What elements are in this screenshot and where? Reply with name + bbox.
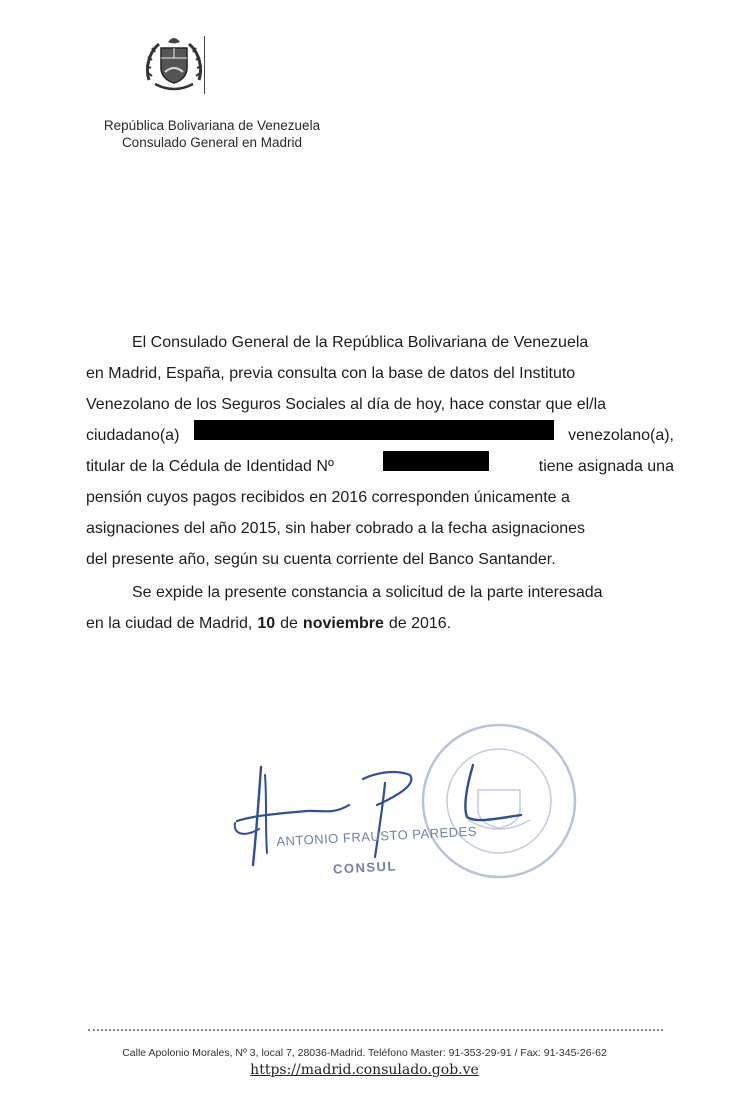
date-month: noviembre xyxy=(302,615,384,632)
redacted-name xyxy=(194,420,554,440)
redacted-id-number xyxy=(383,451,489,471)
text-line-content: asignaciones del año 2015, sin haber cobrado a la fecha asignaciones xyxy=(86,520,586,537)
text-line-content: Venezolano de los Seguros Sociales al día de hoy, hace constar que el/la xyxy=(86,396,607,413)
text-line xyxy=(86,327,674,358)
text-line-content: Se expide la presente constancia a solicitud de la parte interesada xyxy=(132,584,603,601)
date-year: de 2016. xyxy=(388,615,452,632)
paragraph-issuance xyxy=(86,577,674,639)
signature-mark xyxy=(225,745,530,875)
text-line xyxy=(86,544,674,575)
text-line xyxy=(86,513,674,544)
citizen-label: ciudadano(a) xyxy=(86,427,180,444)
footer-website-link[interactable]: https://madrid.consulado.gob.ve xyxy=(250,1062,479,1078)
text-line-content: en Madrid, España, previa consulta con la base de datos del Instituto xyxy=(86,365,576,382)
header-consulate: Consulado General en Madrid xyxy=(121,135,303,150)
text-line xyxy=(86,451,674,482)
consul-title-stamp: CONSUL xyxy=(332,858,398,877)
text-line xyxy=(86,608,674,639)
text-line-content: El Consulado General de la República Bolivariana de Venezuela xyxy=(132,334,589,351)
text-line-content: pensión cuyos pagos recibidos en 2016 corresponden únicamente a xyxy=(86,489,570,506)
header-country: República Bolivariana de Venezuela xyxy=(103,118,321,133)
pension-text: tiene asignada una xyxy=(538,458,674,475)
nationality-label: venezolano(a), xyxy=(568,427,674,444)
place-text: en la ciudad de Madrid, xyxy=(86,615,253,632)
text-line xyxy=(86,420,674,451)
consul-name-stamp: ANTONIO FRAUSTO PAREDES xyxy=(276,823,478,849)
date-day: 10 xyxy=(257,615,276,632)
coat-of-arms-icon xyxy=(143,34,205,96)
footer-divider xyxy=(88,1029,663,1031)
text-line xyxy=(86,577,674,608)
id-card-label: titular de la Cédula de Identidad Nº xyxy=(86,458,334,475)
text-line xyxy=(86,358,674,389)
text-line-content: del presente año, según su cuenta corriente del Banco Santander. xyxy=(86,551,556,568)
date-connector: de xyxy=(280,615,298,632)
header-divider xyxy=(204,36,205,94)
text-line xyxy=(86,389,674,420)
footer-address: Calle Apolonio Morales, Nº 3, local 7, 28036-Madrid. Teléfono Master: 91-353-29-91 / Fax: 91-345-26-62 xyxy=(122,1047,607,1059)
text-line xyxy=(86,482,674,513)
paragraph-certification xyxy=(86,327,674,575)
